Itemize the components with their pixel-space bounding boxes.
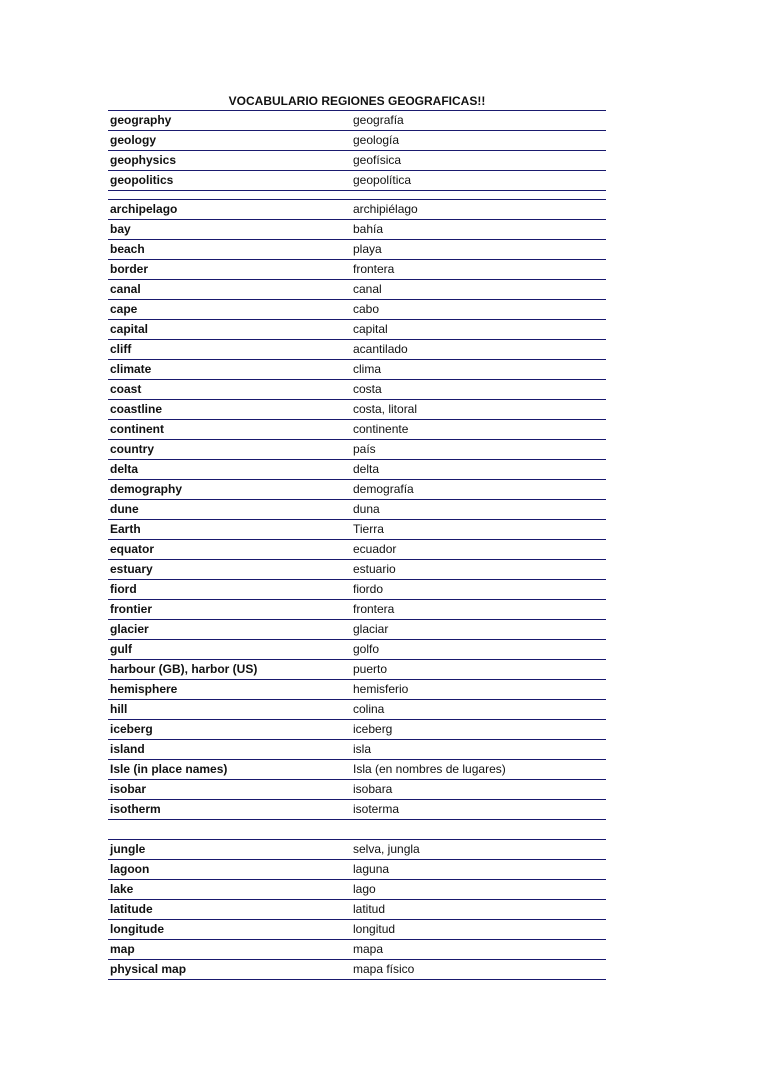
english-term: coast [110, 382, 142, 396]
spanish-term: geofísica [353, 153, 402, 167]
table-row [108, 900, 606, 920]
spanish-term: clima [353, 362, 382, 376]
table-row [108, 680, 606, 700]
table-row [108, 760, 606, 780]
table-row [108, 380, 606, 400]
spanish-term: fiordo [353, 582, 384, 596]
english-term: dune [110, 502, 139, 516]
table-row [108, 500, 606, 520]
english-term: hill [110, 702, 128, 716]
spanish-term: colina [353, 702, 385, 716]
table-row [108, 580, 606, 600]
spanish-term: geología [353, 133, 400, 147]
english-term: fiord [110, 582, 137, 596]
english-term: coastline [110, 402, 163, 416]
spanish-term: capital [353, 322, 388, 336]
spanish-term: golfo [353, 642, 380, 656]
english-term: border [110, 262, 149, 276]
spanish-term: acantilado [353, 342, 408, 356]
table-row [108, 660, 606, 680]
table-row [108, 440, 606, 460]
spanish-term: archipiélago [353, 202, 418, 216]
spanish-term: geografía [353, 113, 404, 127]
spanish-term: glaciar [353, 622, 389, 636]
english-term: country [110, 442, 155, 456]
spanish-term: costa, litoral [353, 402, 418, 416]
spanish-term: lago [353, 882, 376, 896]
spanish-term: demografía [353, 482, 414, 496]
table-row [108, 560, 606, 580]
english-term: archipelago [110, 202, 178, 216]
table-row [108, 800, 606, 820]
table-row [108, 700, 606, 720]
spacer-row [108, 191, 606, 200]
english-term: canal [110, 282, 141, 296]
english-term: geology [110, 133, 157, 147]
english-term: beach [110, 242, 145, 256]
table-row [108, 340, 606, 360]
english-term: Earth [110, 522, 141, 536]
spanish-term: laguna [353, 862, 390, 876]
english-term: glacier [110, 622, 149, 636]
table-row [108, 300, 606, 320]
english-term: physical map [110, 962, 187, 976]
spanish-term: hemisferio [353, 682, 409, 696]
table-row [108, 460, 606, 480]
english-term: demography [110, 482, 183, 496]
table-row [108, 220, 606, 240]
english-term: estuary [110, 562, 153, 576]
english-term: Isle (in place names) [110, 762, 228, 776]
english-term: cape [110, 302, 138, 316]
table-row [108, 420, 606, 440]
vocabulary-table [108, 110, 606, 980]
spanish-term: mapa [353, 942, 384, 956]
english-term: lake [110, 882, 134, 896]
table-row [108, 480, 606, 500]
table-row [108, 400, 606, 420]
english-term: island [110, 742, 145, 756]
spanish-term: bahía [353, 222, 384, 236]
page-title: VOCABULARIO REGIONES GEOGRAFICAS!! [228, 94, 486, 108]
spanish-term: longitud [353, 922, 396, 936]
english-term: jungle [110, 842, 146, 856]
table-row [108, 780, 606, 800]
table-row [108, 131, 606, 151]
table-row [108, 520, 606, 540]
english-term: equator [110, 542, 155, 556]
spanish-term: latitud [353, 902, 386, 916]
spanish-term: país [353, 442, 376, 456]
english-term: longitude [110, 922, 164, 936]
table-row [108, 880, 606, 900]
table-row [108, 540, 606, 560]
spanish-term: puerto [353, 662, 388, 676]
english-term: bay [110, 222, 131, 236]
spanish-term: cabo [353, 302, 380, 316]
table-row [108, 171, 606, 191]
table-row [108, 620, 606, 640]
spanish-term: frontera [353, 262, 395, 276]
spacer-row [108, 820, 606, 840]
spanish-term: isla [353, 742, 372, 756]
table-row [108, 840, 606, 860]
english-term: isotherm [110, 802, 161, 816]
table-row [108, 260, 606, 280]
table-row [108, 860, 606, 880]
spanish-term: isobara [353, 782, 393, 796]
english-term: harbour (GB), harbor (US) [110, 662, 258, 676]
table-row [108, 151, 606, 171]
spanish-term: continente [353, 422, 409, 436]
spanish-term: canal [353, 282, 382, 296]
spanish-term: duna [353, 502, 380, 516]
table-row [108, 200, 606, 220]
table-row [108, 600, 606, 620]
table-row [108, 740, 606, 760]
spanish-term: costa [353, 382, 382, 396]
english-term: continent [110, 422, 164, 436]
spanish-term: delta [353, 462, 380, 476]
table-row [108, 720, 606, 740]
english-term: geography [110, 113, 172, 127]
english-term: isobar [110, 782, 147, 796]
spanish-term: Tierra [353, 522, 384, 536]
table-row [108, 940, 606, 960]
english-term: iceberg [110, 722, 153, 736]
spanish-term: playa [353, 242, 382, 256]
english-term: geophysics [110, 153, 177, 167]
table-row [108, 960, 606, 980]
table-row [108, 360, 606, 380]
spanish-term: frontera [353, 602, 395, 616]
english-term: gulf [110, 642, 132, 656]
english-term: map [110, 942, 135, 956]
english-term: capital [110, 322, 149, 336]
spanish-term: geopolítica [353, 173, 412, 187]
spanish-term: ecuador [353, 542, 397, 556]
spanish-term: isoterma [353, 802, 400, 816]
spanish-term: estuario [353, 562, 396, 576]
english-term: cliff [110, 342, 132, 356]
spanish-term: mapa físico [353, 962, 415, 976]
spanish-term: selva, jungla [353, 842, 420, 856]
english-term: lagoon [110, 862, 150, 876]
english-term: delta [110, 462, 139, 476]
table-row [108, 640, 606, 660]
table-row [108, 240, 606, 260]
english-term: hemisphere [110, 682, 178, 696]
english-term: climate [110, 362, 152, 376]
english-term: frontier [110, 602, 152, 616]
spanish-term: iceberg [353, 722, 393, 736]
table-row [108, 920, 606, 940]
spanish-term: Isla (en nombres de lugares) [353, 762, 506, 776]
english-term: geopolitics [110, 173, 174, 187]
table-row [108, 280, 606, 300]
table-row [108, 111, 606, 131]
english-term: latitude [110, 902, 153, 916]
table-row [108, 320, 606, 340]
